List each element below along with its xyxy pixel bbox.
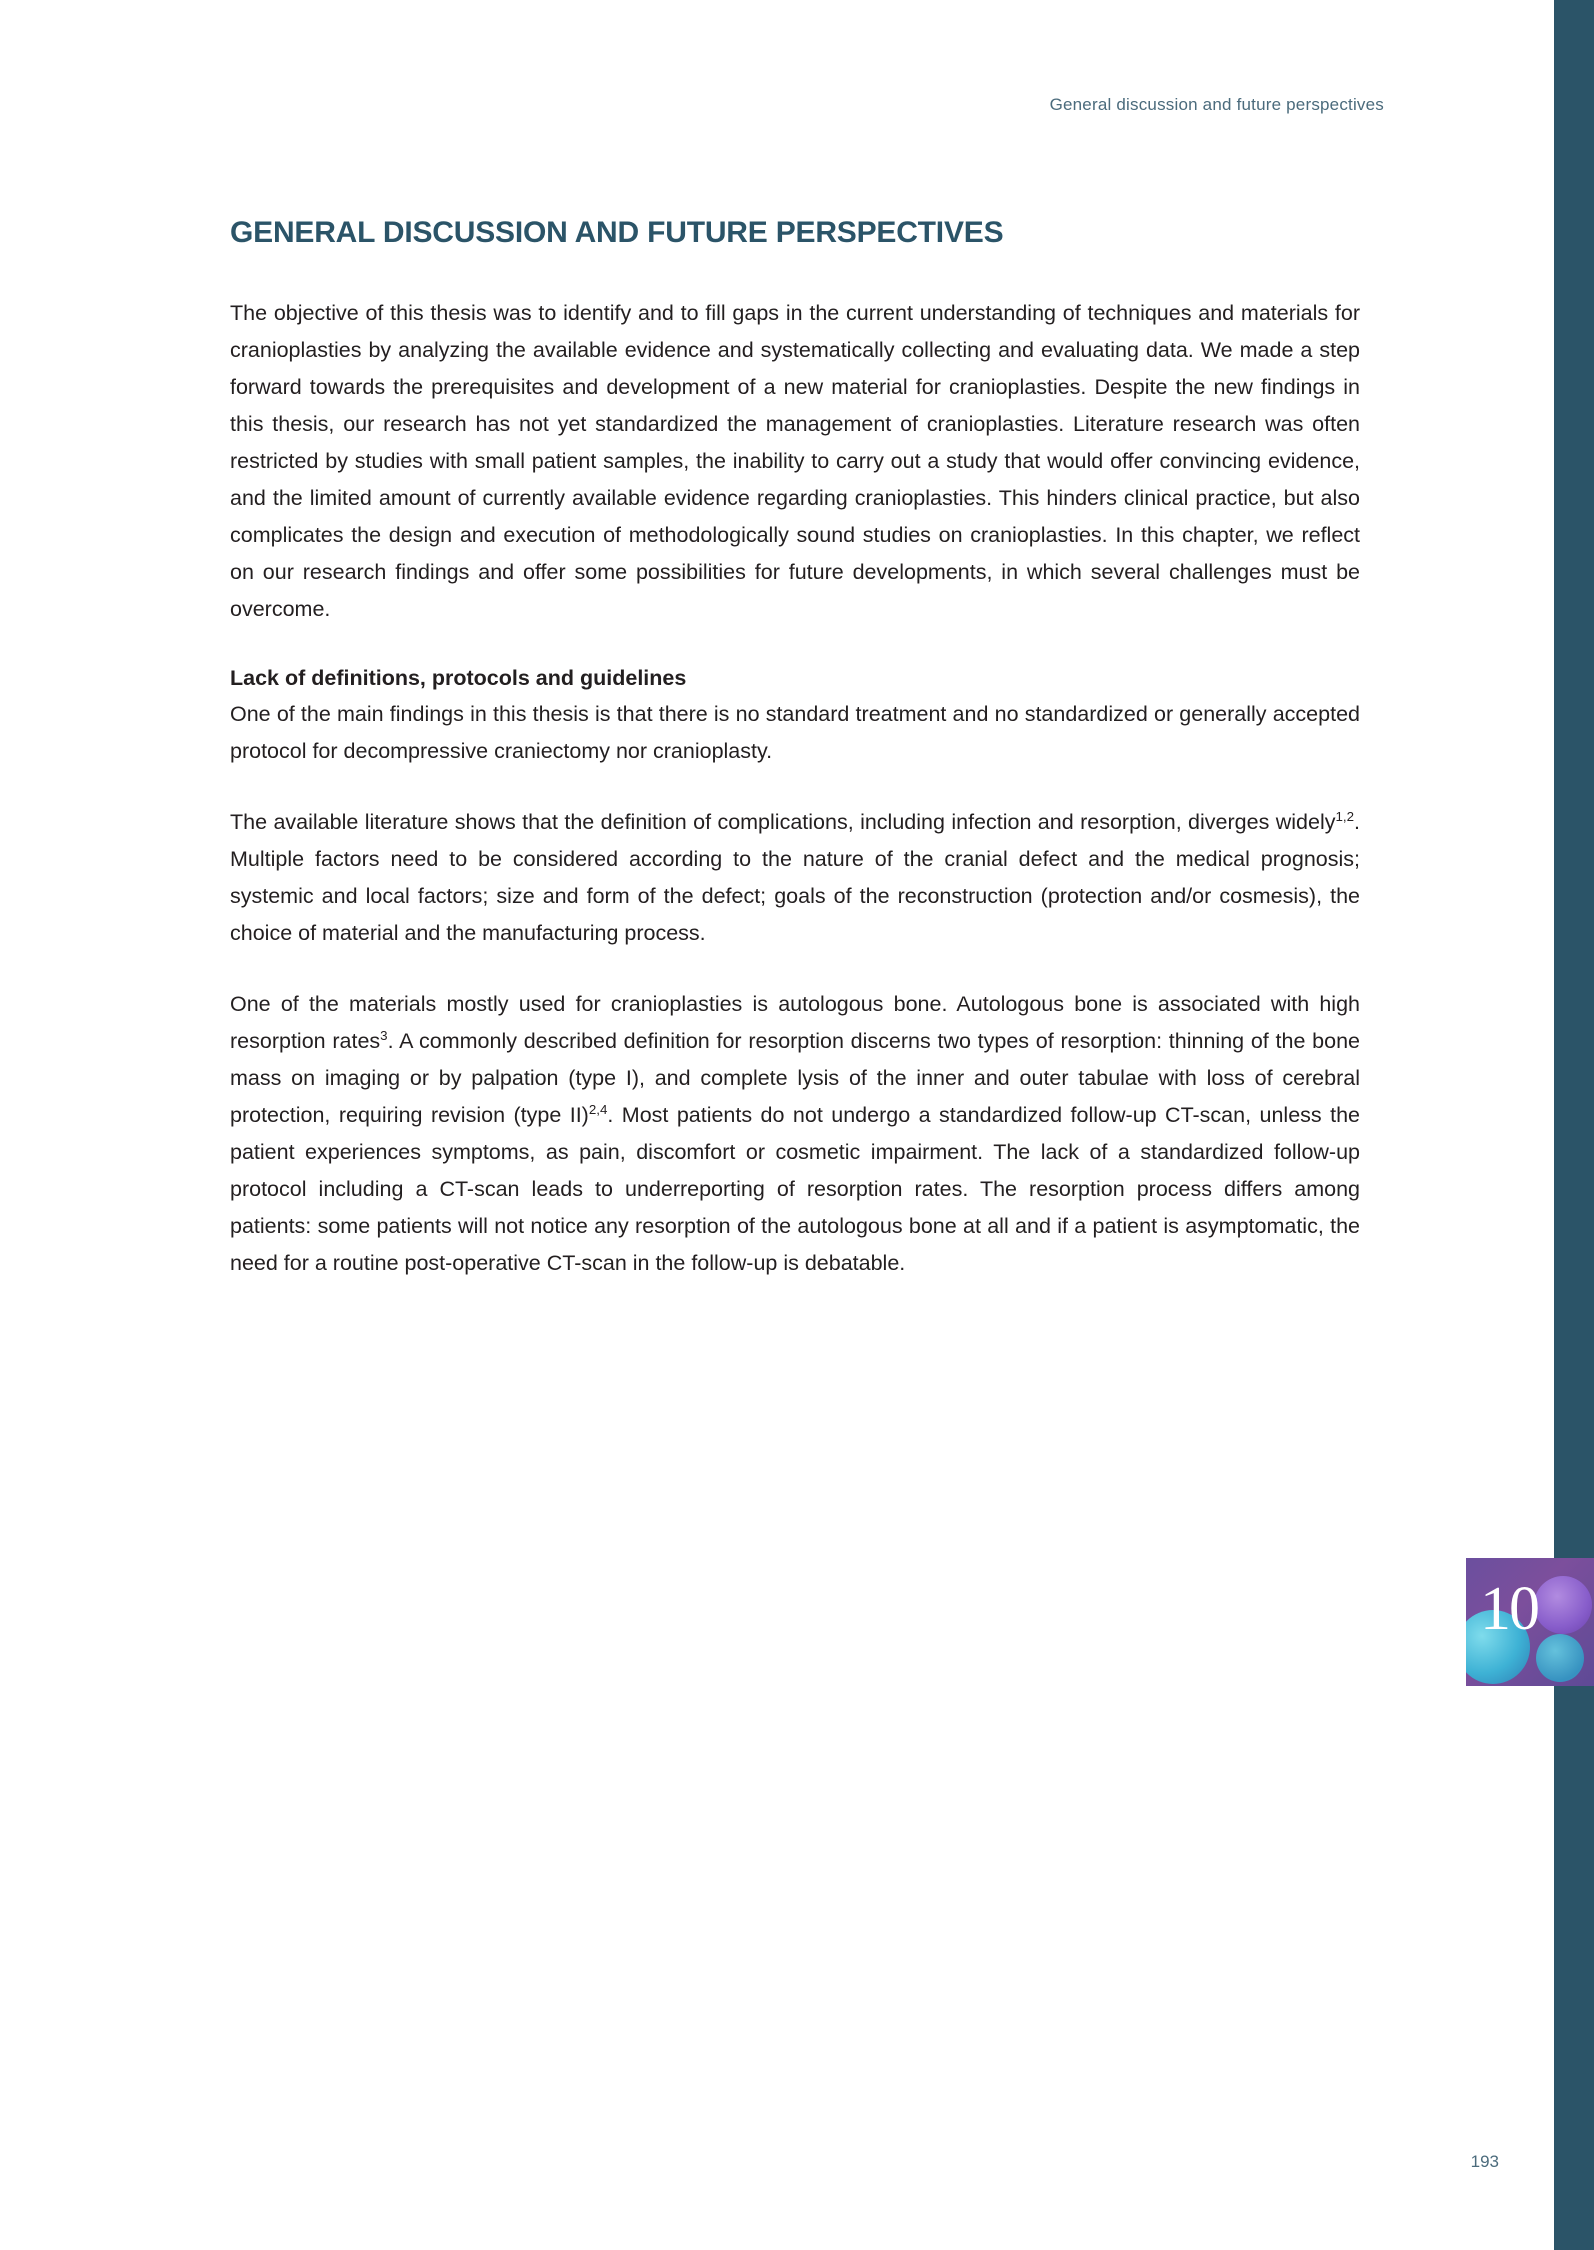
paragraph-main-findings: One of the main findings in this thesis is that there is no standard treatment and no standardized or generally accepted protocol for decompressive craniectomy nor cranioplasty. <box>230 701 1360 763</box>
page-content <box>230 215 1360 1282</box>
chapter-number: 10 <box>1480 1575 1538 1643</box>
reference-marker-3: 3 <box>380 1027 388 1043</box>
decorative-sphere-purple <box>1534 1576 1592 1634</box>
page-number: 193 <box>1470 2152 1499 2171</box>
decorative-sphere-teal <box>1536 1634 1584 1682</box>
paragraph-literature-definition-text-b: . Multiple factors need to be considered according to the nature of the cranial defect and the medical prognosis; systemic and local factors; size and form of the defect; goals of the reconstruction (protection and/or cosmesis), the choice of material and the manufacturing process. <box>230 809 1360 945</box>
right-edge-band <box>1554 0 1594 2250</box>
paragraph-autologous-bone-text-a: One of the materials mostly used for cranioplasties is autologous bone. Autologous bone is associated with high resorption rates <box>230 991 1360 1053</box>
paragraph-autologous-bone-text-c: . Most patients do not undergo a standardized follow-up CT-scan, unless the patient experiences symptoms, as pain, discomfort or cosmetic impairment. The lack of a standardized follow-up protocol including a CT-scan leads to underreporting of resorption rates. The resorption process differs among patients: some patients will not notice any resorption of the autologous bone at all and if a patient is asymptomatic, the need for a routine post-operative CT-scan in the follow-up is debatable. <box>230 1102 1360 1275</box>
chapter-thumb-tab <box>1466 1558 1594 1686</box>
subheading-lack-of-definitions: Lack of definitions, protocols and guidelines <box>230 665 687 690</box>
paragraph-literature-definition-text-a: The available literature shows that the definition of complications, including infection and resorption, diverges widely <box>230 809 1336 834</box>
running-head: General discussion and future perspectives <box>1049 95 1384 114</box>
reference-marker-1-2: 1,2 <box>1335 808 1355 824</box>
paragraph-autologous-bone-text-b: . A commonly described definition for resorption discerns two types of resorption: thinning of the bone mass on imaging or by palpation (type I), and complete lysis of the inner and outer tabulae with loss of cerebral protection, requiring revision (type II) <box>230 1028 1360 1127</box>
reference-marker-2-4: 2,4 <box>588 1101 608 1117</box>
paragraph-objective: The objective of this thesis was to identify and to fill gaps in the current understanding of techniques and materials for cranioplasties by analyzing the available evidence and systematically collecting and evaluating data. We made a step forward towards the prerequisites and development of a new material for cranioplasties. Despite the new findings in this thesis, our research has not yet standardized the management of cranioplasties. Literature research was often restricted by studies with small patient samples, the inability to carry out a study that would offer convincing evidence, and the limited amount of currently available evidence regarding cranioplasties. This hinders clinical practice, but also complicates the design and execution of methodologically sound studies on cranioplasties. In this chapter, we reflect on our research findings and offer some possibilities for future developments, in which several challenges must be overcome. <box>230 301 1360 621</box>
page-title: GENERAL DISCUSSION AND FUTURE PERSPECTIVES <box>230 216 1004 249</box>
paragraph-autologous-bone <box>230 986 1360 1282</box>
paragraph-literature-definition <box>230 804 1360 952</box>
